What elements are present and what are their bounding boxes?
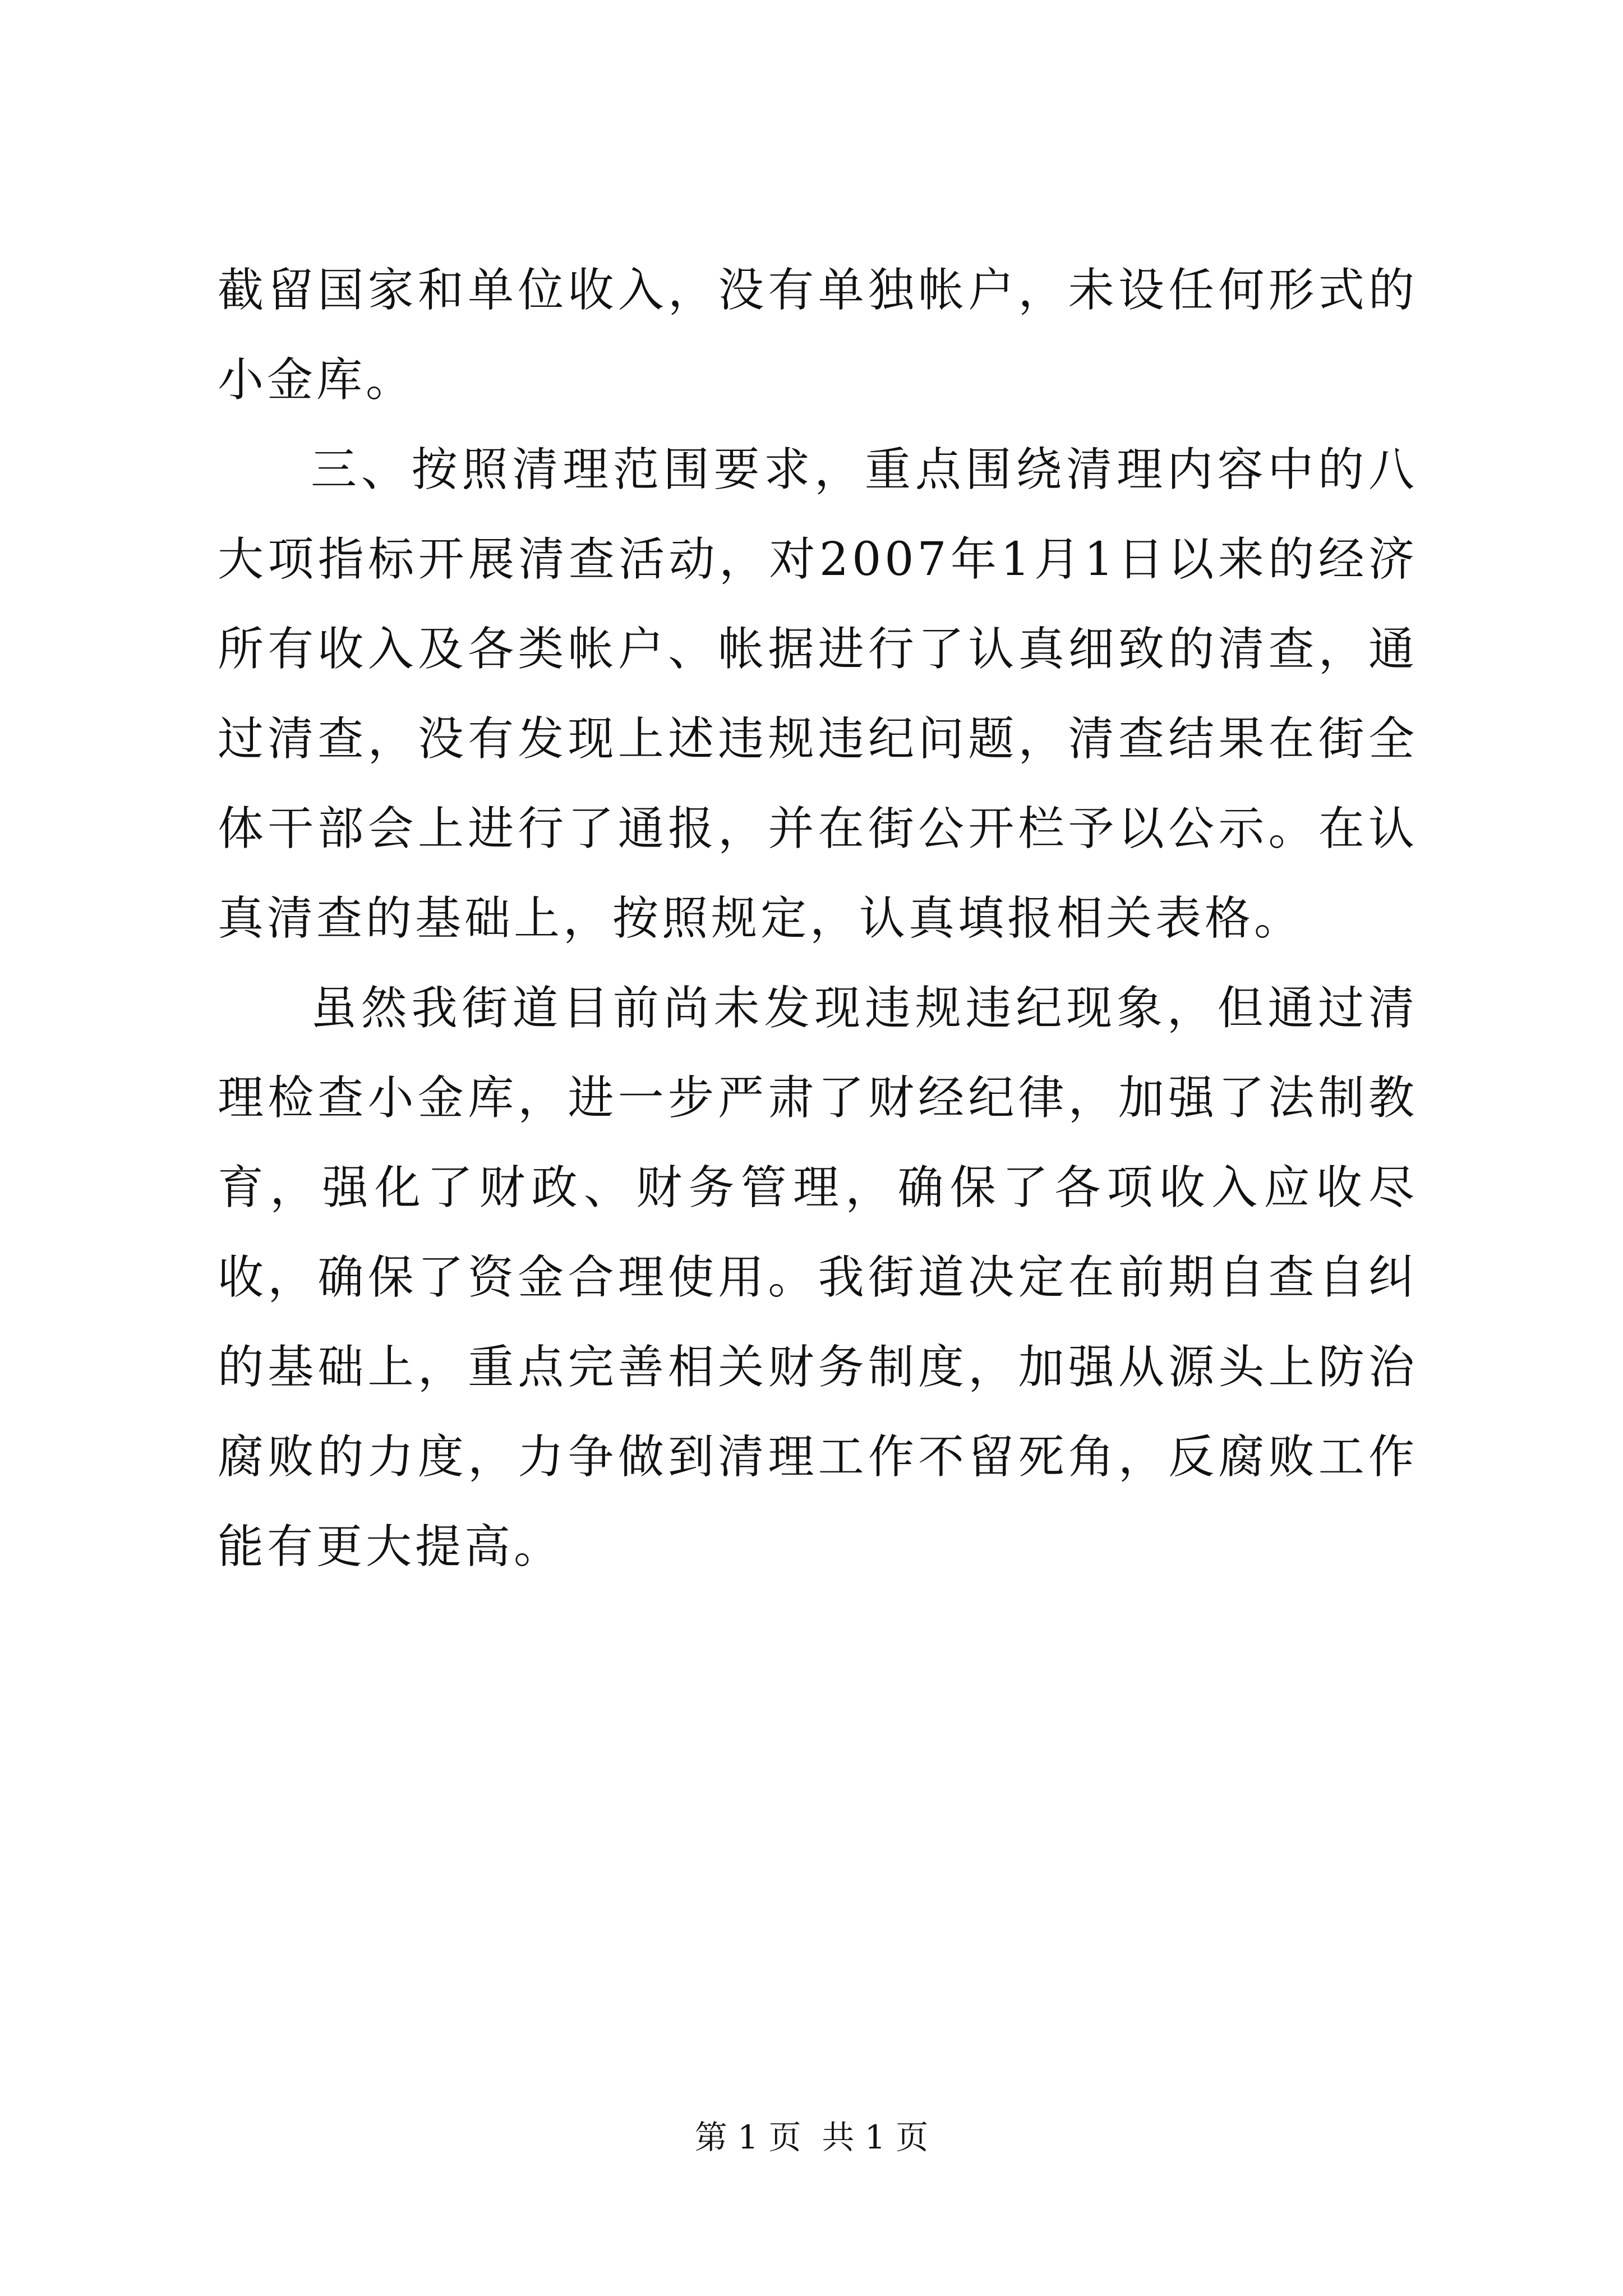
paragraph-conclusion: 虽然我街道目前尚未发现违规违纪现象，但通过清理检查小金库，进一步严肃了财经纪律，加强了法制教育，强化了财政、财务管理，确保了各项收入应收尽收，确保了资金合理使用。我街道决定在前期自查自纠的基础上，重点完善相关财务制度，加强从源头上防治腐败的力度，力争做到清理工作不留死角，反腐败工作能有更大提高。 (218, 982, 1418, 1573)
paragraph-section-three: 三、按照清理范围要求，重点围绕清理内容中的八大项指标开展清查活动，对2007年1月1日以来的经济所有收入及各类帐户、帐据进行了认真细致的清查，通过清查，没有发现上述违规违纪问题，清查结果在街全体干部会上进行了通报，并在街公开栏予以公示。在认真清查的基础上，按照规定，认真填报相关表格。 (218, 443, 1418, 945)
page-footer (0, 2115, 1623, 2160)
paragraph-continuation: 截留国家和单位收入，没有单独帐户，未设任何形式的小金库。 (218, 264, 1418, 407)
document-body (218, 246, 1418, 1592)
page-number-label: 第 1 页 共 1 页 (694, 2118, 929, 2156)
